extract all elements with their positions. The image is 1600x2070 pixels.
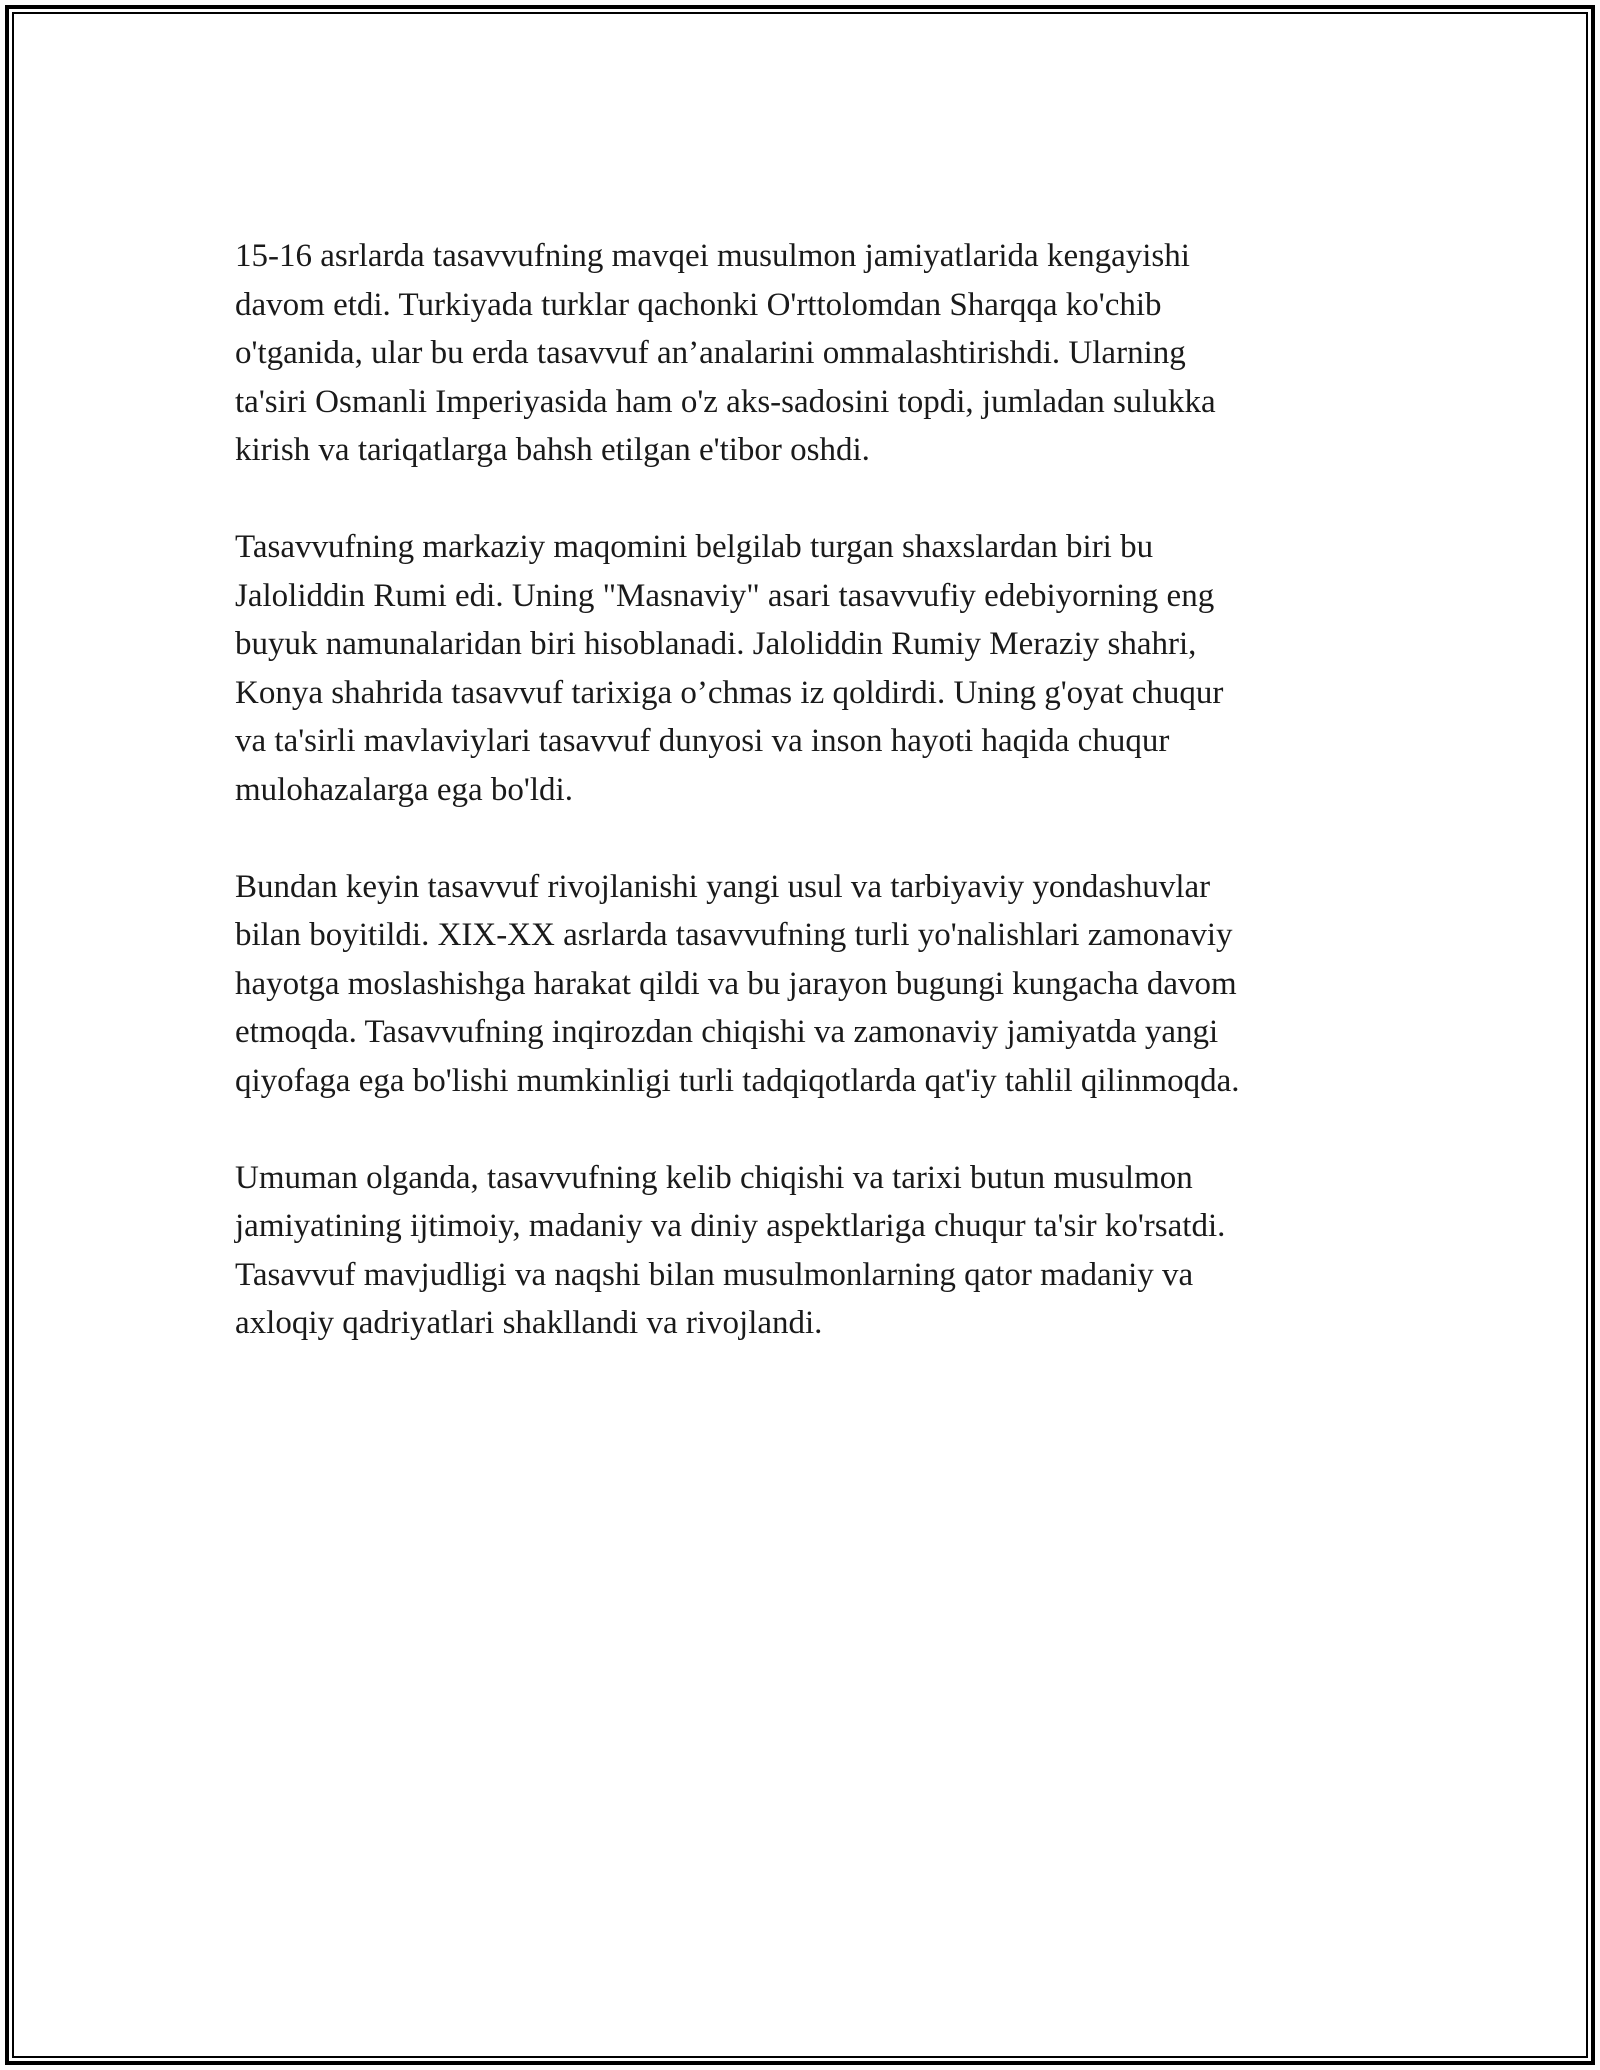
paragraph-line: hayotga moslashishga harakat qildi va bu jarayon bugungi kungacha davom bbox=[235, 965, 1237, 1002]
paragraph-line: buyuk namunalaridan biri hisoblanadi. Jaloliddin Rumiy Meraziy shahri, bbox=[235, 626, 1197, 662]
paragraph-line: mulohazalarga ega bo'ldi. bbox=[235, 771, 573, 808]
paragraph-line: Tasavvufning markaziy maqomini belgilab turgan shaxslardan biri bu bbox=[235, 529, 1154, 565]
paragraph-line: jamiyatining ijtimoiy, madaniy va diniy aspektlariga chuqur ta'sir ko'rsatdi. bbox=[235, 1208, 1226, 1244]
paragraph-1 bbox=[235, 232, 1365, 475]
paragraph-3 bbox=[235, 863, 1365, 1106]
paragraph-2 bbox=[235, 523, 1365, 814]
paragraph-line: davom etdi. Turkiyada turklar qachonki O'rttolomdan Sharqqa ko'chib bbox=[235, 286, 1162, 323]
paragraph-line: Umuman olganda, tasavvufning kelib chiqishi va tarixi butun musulmon bbox=[235, 1159, 1193, 1196]
paragraph-line: Konya shahrida tasavvuf tarixiga o’chmas iz qoldirdi. Uning g'oyat chuqur bbox=[235, 674, 1224, 711]
paragraph-line: 15-16 asrlarda tasavvufning mavqei musulmon jamiyatlarida kengayishi bbox=[235, 238, 1190, 274]
paragraph-line: ta'siri Osmanli Imperiyasida ham o'z aks-sadosini topdi, jumladan sulukka bbox=[235, 383, 1216, 420]
paragraph-line: Tasavvuf mavjudligi va naqshi bilan musulmonlarning qator madaniy va bbox=[235, 1256, 1194, 1293]
paragraph-line: etmoqda. Tasavvufning inqirozdan chiqishi va zamonaviy jamiyatda yangi bbox=[235, 1014, 1219, 1050]
paragraph-line: o'tganida, ular bu erda tasavvuf an’analarini ommalashtirishdi. Ularning bbox=[235, 335, 1186, 371]
paragraph-line: va ta'sirli mavlaviylari tasavvuf dunyosi va inson hayoti haqida chuqur bbox=[235, 723, 1170, 759]
paragraph-line: axloqiy qadriyatlari shakllandi va rivojlandi. bbox=[235, 1305, 823, 1341]
paragraph-4 bbox=[235, 1154, 1365, 1348]
paragraph-line: qiyofaga ega bo'lishi mumkinligi turli tadqiqotlarda qat'iy tahlil qilinmoqda. bbox=[235, 1062, 1240, 1099]
document-body bbox=[235, 232, 1365, 1396]
paragraph-line: Jaloliddin Rumi edi. Uning "Masnaviy" asari tasavvufiy edebiyorning eng bbox=[235, 577, 1215, 614]
paragraph-line: Bundan keyin tasavvuf rivojlanishi yangi usul va tarbiyaviy yondashuvlar bbox=[235, 868, 1211, 905]
paragraph-line: kirish va tariqatlarga bahsh etilgan e'tibor oshdi. bbox=[235, 432, 870, 468]
paragraph-line: bilan boyitildi. XIX-XX asrlarda tasavvufning turli yo'nalishlari zamonaviy bbox=[235, 917, 1233, 953]
